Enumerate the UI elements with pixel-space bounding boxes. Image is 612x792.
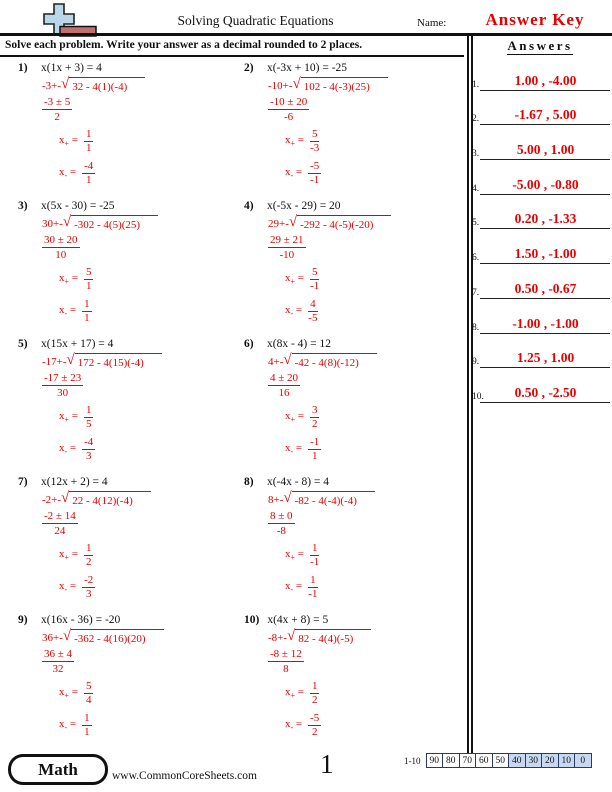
answer-number: 9.: [472, 357, 480, 368]
fraction-denominator: 30: [57, 387, 69, 399]
simplified-fraction: [42, 96, 244, 123]
x-minus-label: $x_-$ =: [59, 579, 77, 595]
x-plus-numerator: 1: [85, 403, 92, 416]
x-plus-numerator: 5: [311, 265, 318, 278]
answer-value: 1.50 , -1.00: [514, 246, 577, 262]
answer-number: 3.: [472, 149, 480, 160]
fraction-denominator: -6: [284, 111, 294, 123]
simplified-fraction: [268, 234, 466, 261]
score-cell: 50: [492, 753, 510, 768]
quadratic-formula-line: [42, 215, 244, 231]
worked-solution: [42, 629, 244, 739]
x-plus-solution: [285, 541, 466, 569]
x-plus-label: $x_+$ =: [285, 547, 304, 563]
x-plus-solution: [285, 265, 466, 293]
header-divider: [0, 33, 612, 36]
answer-row: [468, 368, 612, 403]
problem-equation-line: [244, 614, 466, 626]
x-plus-denominator: 5: [85, 417, 92, 430]
problem-number: 9): [18, 614, 28, 626]
answer-value: -1.67 , 5.00: [514, 107, 577, 123]
x-minus-denominator: -1: [308, 587, 318, 600]
x-minus-numerator: 1: [84, 297, 90, 310]
x-plus-label: $x_+$ =: [59, 409, 78, 425]
radical-prefix: -2+-: [42, 494, 62, 506]
problem-equation-line: [244, 200, 466, 212]
score-cell: 30: [525, 753, 543, 768]
x-minus-label: $x_-$ =: [285, 579, 303, 595]
worked-solution: [268, 629, 466, 739]
radical-icon: √: [62, 628, 72, 644]
problem-block: [18, 62, 244, 200]
worked-solution: [268, 77, 466, 187]
problem-number: 1): [18, 62, 28, 74]
answer-value: 0.50 , -0.67: [514, 280, 577, 296]
problem-equation: x(16x - 36) = -20: [41, 614, 121, 626]
radical-prefix: 30+-: [42, 218, 63, 230]
x-minus-label: $x_-$ =: [285, 717, 303, 733]
page-title: Solving Quadratic Equations: [177, 13, 334, 28]
problem-equation-line: [244, 62, 466, 74]
x-minus-label: $x_-$ =: [59, 441, 77, 457]
quadratic-formula-line: [268, 77, 466, 93]
answer-number: 7.: [472, 287, 480, 298]
worked-solution: [268, 353, 466, 463]
fraction-numerator: 8 ± 0: [270, 510, 293, 522]
problem-number: 6): [244, 338, 254, 350]
x-minus-numerator: -5: [310, 159, 320, 172]
problem-block: [244, 476, 466, 614]
problem-block: [244, 62, 466, 200]
fraction-numerator: -10 ± 20: [270, 96, 308, 108]
radical-prefix: 4+-: [268, 356, 284, 368]
problem-block: [18, 338, 244, 476]
radical-prefix: 36+-: [42, 632, 63, 644]
radical-prefix: 29+-: [268, 218, 289, 230]
simplified-fraction: [268, 372, 466, 399]
problem-block: [244, 614, 466, 752]
radical-prefix: -10+-: [268, 80, 293, 92]
x-plus-numerator: 1: [85, 541, 92, 554]
answer-number: 1.: [472, 79, 480, 90]
radical-prefix: -17+-: [42, 356, 67, 368]
x-plus-solution: [285, 403, 466, 431]
x-minus-label: $x_-$ =: [285, 165, 303, 181]
fraction-numerator: -3 ± 5: [44, 96, 71, 108]
answer-row: [468, 299, 612, 334]
instructions-divider: [0, 55, 464, 57]
simplified-fraction: [268, 96, 466, 123]
answer-key-label: Answer Key: [485, 10, 585, 29]
radicand: 32 - 4(1)(-4): [69, 77, 145, 93]
problem-block: [18, 476, 244, 614]
problems-grid: [18, 62, 466, 752]
x-plus-numerator: 5: [311, 127, 318, 140]
x-minus-solution: [59, 573, 244, 601]
radical-icon: √: [288, 214, 298, 230]
x-minus-numerator: 1: [84, 711, 90, 724]
fraction-denominator: 16: [278, 387, 290, 399]
x-plus-label: $x_+$ =: [285, 133, 304, 149]
problem-equation-line: [244, 338, 466, 350]
radicand: -82 - 4(-4)(-4): [292, 491, 375, 507]
x-minus-solution: [59, 159, 244, 187]
answer-value: 1.00 , -4.00: [514, 72, 577, 88]
problem-equation-line: [18, 200, 244, 212]
quadratic-formula-line: [42, 353, 244, 369]
radical-icon: √: [61, 490, 70, 506]
x-plus-numerator: 3: [311, 403, 318, 416]
simplified-fraction: [42, 648, 244, 675]
x-minus-label: $x_-$ =: [59, 717, 77, 733]
radical-prefix: -3+-: [42, 80, 62, 92]
fraction-numerator: -2 ± 14: [44, 510, 76, 522]
radicand: -302 - 4(5)(25): [71, 215, 158, 231]
score-cell: 80: [442, 753, 460, 768]
score-cell: 0: [574, 753, 592, 768]
radical-icon: √: [66, 352, 75, 368]
fraction-denominator: 10: [55, 249, 67, 261]
x-plus-label: $x_+$ =: [285, 409, 304, 425]
x-minus-denominator: 3: [85, 587, 92, 600]
fraction-numerator: 4 ± 20: [270, 372, 299, 384]
worked-solution: [268, 215, 466, 325]
answer-row: [468, 334, 612, 369]
worked-solution: [42, 77, 244, 187]
answer-number: 8.: [472, 322, 480, 333]
answer-value: -5.00 , -0.80: [512, 176, 579, 192]
score-cell: 60: [475, 753, 493, 768]
answer-value: 0.50 , -2.50: [514, 384, 577, 400]
simplified-fraction: [268, 648, 466, 675]
x-minus-denominator: 1: [84, 311, 90, 324]
worked-solution: [42, 353, 244, 463]
answer-row: [468, 160, 612, 195]
x-plus-denominator: -3: [310, 141, 320, 154]
website-url: www.CommonCoreSheets.com: [112, 770, 257, 782]
x-plus-numerator: 5: [85, 265, 92, 278]
fraction-denominator: 2: [54, 111, 60, 123]
radicand: -362 - 4(16)(20): [71, 629, 163, 645]
radical-icon: √: [62, 214, 72, 230]
radicand: 82 - 4(4)(-5): [295, 629, 371, 645]
x-plus-denominator: 4: [85, 693, 92, 706]
score-strip: [404, 753, 592, 768]
x-plus-solution: [59, 679, 244, 707]
radicand: -292 - 4(-5)(-20): [297, 215, 391, 231]
radical-icon: √: [283, 352, 292, 368]
fraction-denominator: -8: [276, 525, 286, 537]
fraction-denominator: 8: [283, 663, 289, 675]
quadratic-formula-line: [42, 77, 244, 93]
score-range-label: 1-10: [404, 755, 421, 766]
radical-prefix: 8+-: [268, 494, 284, 506]
answer-row: [468, 91, 612, 126]
x-plus-solution: [59, 541, 244, 569]
radicand: 102 - 4(-3)(25): [301, 77, 388, 93]
radical-icon: √: [283, 490, 292, 506]
answer-value: -1.00 , -1.00: [512, 315, 579, 331]
x-plus-numerator: 5: [85, 679, 92, 692]
problem-equation-line: [18, 62, 244, 74]
x-minus-denominator: 1: [85, 173, 92, 186]
x-plus-numerator: 1: [311, 541, 318, 554]
x-minus-label: $x_-$ =: [59, 303, 77, 319]
problem-equation: x(15x + 17) = 4: [41, 338, 114, 350]
worked-solution: [42, 491, 244, 601]
subject-badge-label: Math: [11, 757, 105, 782]
simplified-fraction: [268, 510, 466, 537]
x-minus-solution: [285, 435, 466, 463]
problem-equation: x(5x - 30) = -25: [41, 200, 115, 212]
x-plus-numerator: 1: [311, 679, 318, 692]
x-minus-label: $x_-$ =: [285, 303, 303, 319]
radicand: 172 - 4(15)(-4): [75, 353, 162, 369]
answer-value: 0.20 , -1.33: [514, 211, 577, 227]
problem-equation-line: [18, 614, 244, 626]
x-minus-numerator: -2: [84, 573, 94, 586]
worked-solution: [42, 215, 244, 325]
x-minus-solution: [285, 159, 466, 187]
problem-equation: x(-3x + 10) = -25: [267, 62, 348, 74]
x-plus-label: $x_+$ =: [285, 685, 304, 701]
x-minus-denominator: 2: [311, 725, 318, 738]
quadratic-formula-line: [268, 215, 466, 231]
score-cell: 20: [541, 753, 559, 768]
x-minus-label: $x_-$ =: [285, 441, 303, 457]
problem-equation: x(1x + 3) = 4: [41, 62, 102, 74]
radical-icon: √: [61, 76, 70, 92]
x-plus-denominator: 2: [85, 555, 92, 568]
radical-icon: √: [292, 76, 301, 92]
problem-block: [244, 200, 466, 338]
x-minus-denominator: 1: [84, 725, 90, 738]
worked-solution: [268, 491, 466, 601]
problem-equation: x(12x + 2) = 4: [41, 476, 108, 488]
x-plus-denominator: -1: [310, 279, 320, 292]
x-minus-solution: [59, 297, 244, 325]
x-minus-numerator: -4: [84, 435, 94, 448]
x-plus-label: $x_+$ =: [59, 547, 78, 563]
x-plus-denominator: 1: [85, 279, 92, 292]
radicand: -42 - 4(8)(-12): [292, 353, 377, 369]
problem-block: [18, 200, 244, 338]
x-plus-label: $x_+$ =: [59, 133, 78, 149]
x-minus-denominator: -5: [308, 311, 318, 324]
fraction-numerator: 30 ± 20: [44, 234, 78, 246]
simplified-fraction: [42, 234, 244, 261]
x-plus-solution: [285, 679, 466, 707]
quadratic-formula-line: [42, 491, 244, 507]
simplified-fraction: [42, 372, 244, 399]
x-minus-numerator: 4: [310, 297, 316, 310]
answer-value: 1.25 , 1.00: [516, 350, 575, 366]
x-plus-denominator: 2: [311, 417, 318, 430]
problem-block: [18, 614, 244, 752]
x-plus-solution: [285, 127, 466, 155]
x-minus-denominator: 1: [311, 449, 318, 462]
x-plus-label: $x_+$ =: [285, 271, 304, 287]
instructions-text: Solve each problem. Write your answer as a decimal rounded to 2 places.: [5, 39, 363, 51]
answer-row: [468, 125, 612, 160]
x-plus-denominator: 2: [311, 693, 318, 706]
subject-badge: [8, 754, 108, 785]
problem-number: 4): [244, 200, 254, 212]
answer-number: 4.: [472, 183, 480, 194]
x-minus-numerator: 1: [310, 573, 316, 586]
problem-equation: x(8x - 4) = 12: [267, 338, 331, 350]
name-label: Name:: [417, 17, 447, 29]
quadratic-formula-line: [268, 353, 466, 369]
score-cell: 40: [508, 753, 526, 768]
quadratic-formula-line: [268, 629, 466, 645]
score-cell: 10: [558, 753, 576, 768]
answers-list: [468, 56, 612, 403]
x-minus-label: $x_-$ =: [59, 165, 77, 181]
radical-icon: √: [287, 628, 296, 644]
problem-number: 5): [18, 338, 28, 350]
problem-number: 7): [18, 476, 28, 488]
x-plus-solution: [59, 127, 244, 155]
x-plus-label: $x_+$ =: [59, 685, 78, 701]
score-cells: [426, 753, 592, 768]
answer-value: 5.00 , 1.00: [516, 142, 575, 158]
fraction-numerator: -8 ± 12: [270, 648, 302, 660]
answers-heading: Answers: [507, 38, 573, 53]
answer-row: [468, 264, 612, 299]
problem-number: 8): [244, 476, 254, 488]
radicand: 22 - 4(12)(-4): [69, 491, 150, 507]
fraction-numerator: -17 ± 23: [44, 372, 82, 384]
x-minus-solution: [59, 711, 244, 739]
fraction-denominator: 32: [52, 663, 64, 675]
answer-number: 10.: [472, 391, 484, 402]
problem-equation-line: [244, 476, 466, 488]
x-plus-solution: [59, 403, 244, 431]
x-minus-denominator: 3: [85, 449, 92, 462]
problem-number: 10): [244, 614, 260, 626]
problem-equation: x(-4x - 8) = 4: [267, 476, 330, 488]
x-minus-solution: [285, 573, 466, 601]
x-minus-solution: [59, 435, 244, 463]
quadratic-formula-line: [42, 629, 244, 645]
answer-row: [468, 229, 612, 264]
answer-number: 2.: [472, 114, 480, 125]
score-cell: 90: [426, 753, 444, 768]
x-minus-numerator: -5: [310, 711, 320, 724]
answer-row: [468, 195, 612, 230]
fraction-numerator: 29 ± 21: [270, 234, 304, 246]
x-plus-label: $x_+$ =: [59, 271, 78, 287]
x-plus-denominator: -1: [310, 555, 320, 568]
fraction-denominator: -10: [279, 249, 295, 261]
problem-number: 3): [18, 200, 28, 212]
x-minus-solution: [285, 711, 466, 739]
x-plus-solution: [59, 265, 244, 293]
score-cell: 70: [459, 753, 477, 768]
x-minus-numerator: -1: [310, 435, 320, 448]
radical-prefix: -8+-: [268, 632, 288, 644]
x-minus-numerator: -4: [84, 159, 94, 172]
x-plus-denominator: 1: [85, 141, 92, 154]
answer-blank-line: [480, 402, 610, 403]
problem-equation: x(-5x - 29) = 20: [267, 200, 341, 212]
answer-number: 5.: [472, 218, 480, 229]
x-minus-solution: [285, 297, 466, 325]
problem-equation: x(4x + 8) = 5: [267, 614, 329, 626]
problem-equation-line: [18, 338, 244, 350]
answer-row: [468, 56, 612, 91]
fraction-numerator: 36 ± 4: [44, 648, 73, 660]
problem-number: 2): [244, 62, 254, 74]
x-plus-numerator: 1: [85, 127, 92, 140]
simplified-fraction: [42, 510, 244, 537]
problem-block: [244, 338, 466, 476]
x-minus-denominator: -1: [310, 173, 320, 186]
answer-number: 6.: [472, 253, 480, 264]
page-number: 1: [320, 749, 334, 779]
problem-equation-line: [18, 476, 244, 488]
fraction-denominator: 24: [54, 525, 66, 537]
quadratic-formula-line: [268, 491, 466, 507]
